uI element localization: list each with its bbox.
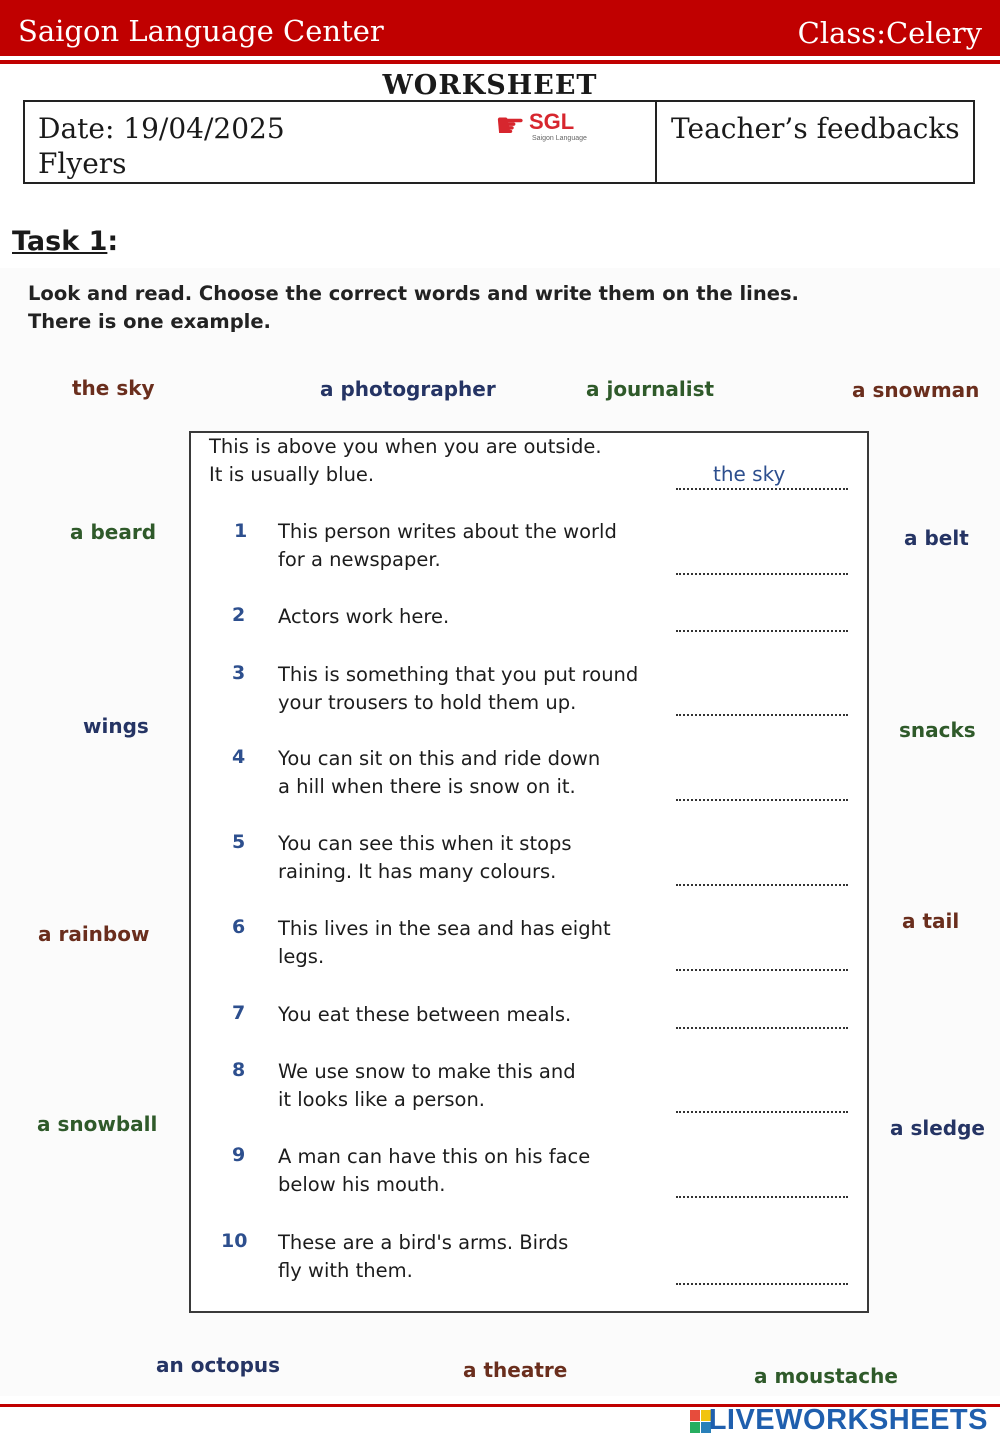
question-line-2: it looks like a person. xyxy=(278,1088,486,1111)
sgl-logo xyxy=(495,106,595,146)
example-answer: the sky xyxy=(713,462,786,486)
question-number: 9 xyxy=(232,1144,246,1166)
example-answer-line xyxy=(676,488,848,490)
question-number: 5 xyxy=(232,831,246,853)
logo-subtitle: Saigon Language xyxy=(532,135,587,142)
word-a-journalist: a journalist xyxy=(586,377,715,401)
task-colon: : xyxy=(107,226,119,257)
answer-line-4[interactable] xyxy=(676,799,848,801)
question-line-1: You eat these between meals. xyxy=(278,1003,572,1026)
info-table xyxy=(23,100,975,184)
question-line-2: raining. It has many colours. xyxy=(278,860,557,883)
question-number: 10 xyxy=(221,1230,248,1252)
word-a-moustache: a moustache xyxy=(754,1364,898,1388)
header-bar xyxy=(0,0,1000,56)
question-number: 3 xyxy=(232,662,246,684)
answer-line-9[interactable] xyxy=(676,1196,848,1198)
question-number: 8 xyxy=(232,1059,246,1081)
answer-line-5[interactable] xyxy=(676,884,848,886)
example-line-1: This is above you when you are outside. xyxy=(209,435,602,458)
question-number: 7 xyxy=(232,1002,246,1024)
question-line-2: your trousers to hold them up. xyxy=(278,691,577,714)
task-label: Task 1 xyxy=(12,226,108,257)
logo-letters: SGL xyxy=(529,109,575,134)
word-a-rainbow: a rainbow xyxy=(38,922,150,946)
logo-swirl-icon: ☛ xyxy=(495,106,526,146)
question-line-1: A man can have this on his face xyxy=(278,1145,591,1168)
word-a-snowman: a snowman xyxy=(852,378,980,402)
question-line-2: fly with them. xyxy=(278,1259,413,1282)
question-line-2: for a newspaper. xyxy=(278,548,441,571)
instruction-line-1: Look and read. Choose the correct words and write them on the lines. xyxy=(28,282,799,305)
question-line-1: This is something that you put round xyxy=(278,663,639,686)
example-line-2: It is usually blue. xyxy=(209,463,375,486)
word-the-sky: the sky xyxy=(72,376,155,400)
word-an-octopus: an octopus xyxy=(156,1353,281,1377)
question-line-1: We use snow to make this and xyxy=(278,1060,576,1083)
question-line-1: You can see this when it stops xyxy=(278,832,572,855)
center-name: Saigon Language Center xyxy=(18,14,384,48)
question-line-1: These are a bird's arms. Birds xyxy=(278,1231,569,1254)
word-wings: wings xyxy=(83,714,149,738)
word-a-belt: a belt xyxy=(904,526,969,550)
answer-line-10[interactable] xyxy=(676,1283,848,1285)
teacher-feedback-label: Teacher’s feedbacks xyxy=(671,112,960,145)
answer-line-1[interactable] xyxy=(676,573,848,575)
word-a-beard: a beard xyxy=(70,520,157,544)
task-title xyxy=(12,226,118,257)
class-label: Class:Celery xyxy=(797,16,982,50)
question-line-1: You can sit on this and ride down xyxy=(278,747,601,770)
answer-line-7[interactable] xyxy=(676,1027,848,1029)
instruction-line-2: There is one example. xyxy=(28,310,271,333)
question-line-1: This lives in the sea and has eight xyxy=(278,917,611,940)
question-number: 6 xyxy=(232,916,246,938)
word-a-snowball: a snowball xyxy=(37,1112,158,1136)
date-text: Date: 19/04/2025 xyxy=(38,112,285,145)
word-snacks: snacks xyxy=(899,718,976,742)
worksheet-title: WORKSHEET xyxy=(382,70,598,101)
word-a-theatre: a theatre xyxy=(463,1358,568,1382)
word-a-tail: a tail xyxy=(902,909,960,933)
info-left-cell xyxy=(25,102,657,182)
answer-line-3[interactable] xyxy=(676,714,848,716)
level-text: Flyers xyxy=(38,147,127,180)
question-line-1: Actors work here. xyxy=(278,605,450,628)
question-number: 2 xyxy=(232,604,246,626)
question-line-2: legs. xyxy=(278,945,325,968)
question-number: 4 xyxy=(232,746,246,768)
question-line-2: below his mouth. xyxy=(278,1173,446,1196)
answer-line-8[interactable] xyxy=(676,1111,848,1113)
question-line-1: This person writes about the world xyxy=(278,520,617,543)
header-divider xyxy=(0,60,1000,64)
liveworksheets-watermark: LIVEWORKSHEETS xyxy=(708,1404,988,1436)
word-a-photographer: a photographer xyxy=(320,377,496,401)
answer-line-2[interactable] xyxy=(676,630,848,632)
answer-line-6[interactable] xyxy=(676,969,848,971)
question-number: 1 xyxy=(234,520,248,542)
question-line-2: a hill when there is snow on it. xyxy=(278,775,576,798)
word-a-sledge: a sledge xyxy=(890,1116,985,1140)
